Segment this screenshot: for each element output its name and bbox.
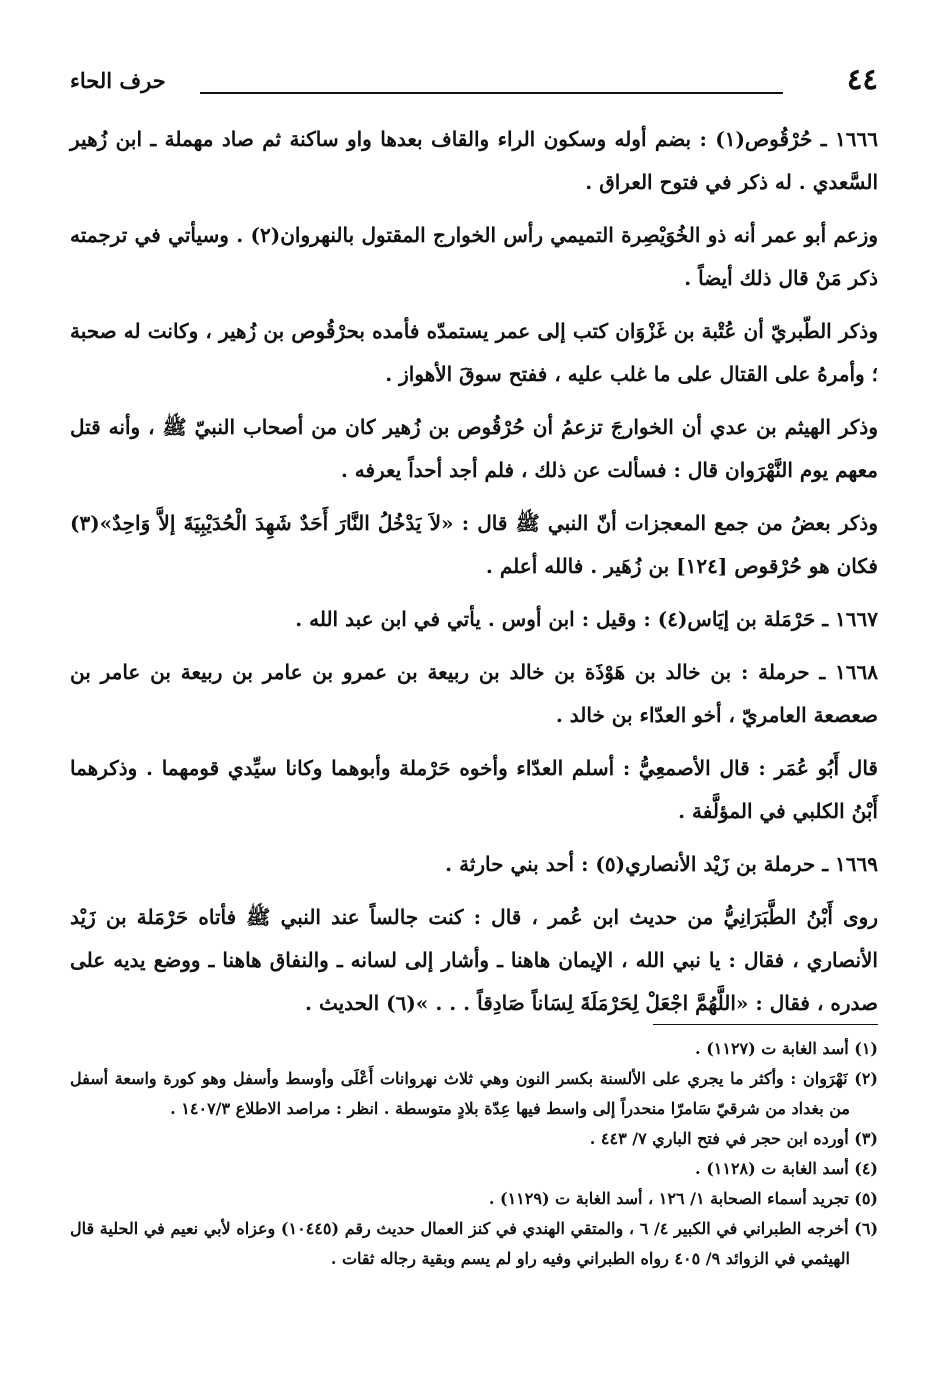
entry-paragraph: وذكر الهيثم بن عدي أن الخوارجَ تزعمُ أن حُرْقُوص بن زُهير كان من أصحاب النبيّ ﷺ ، وأنه قتل معهم يوم النَّهْرَوان قال : فسألت عن ذلك ، فلم أجد أحداً يعرفه . [70,415,878,482]
entry-paragraph: روى أَبْنُ الطَّبَرَانِيُّ من حديث ابن عُمر ، قال : كنت جالساً عند النبي ﷺ فأتاه حَرْمَلة بن زَيْد الأنصاري ، فقال : يا نبي الله ، الإيمان هاهنا ـ وأشار إلى لسانه ـ والنفاق هاهنا ـ ووضع يديه على صدره ، فقال : «اللَّهُمَّ اجْعَلْ لِحَرْمَلَةَ لِسَاناً صَادِقاً . . . »(٦) الحديث . [70,905,879,1015]
footnote: (٥) تجريد أسماء الصحابة ١/ ١٢٦ ، أسد الغابة ت (١١٢٩) . [488,1189,878,1208]
entry-paragraph: قال أَبُو عُمَر : قال الأصمعِيُّ : أسلم العدّاء وأخوه حَرْملة وأبوهما وكانا سيِّدي قومهما . وذكرهما أَبْنُ الكلبي في المؤلَّفة . [70,756,878,823]
chapter-title: حرف الحاء [70,68,166,93]
entry-paragraph: ١٦٦٩ ـ حرملة بن زَيْد الأنصاري(٥) : أحد بني حارثة . [445,852,878,876]
entry-paragraph: وذكر الطّبريّ أن عُتْبة بن غَزْوَان كتب إلى عمر يستمدّه فأمده بحرْقُوص بن زُهير ، وكانت له صحبة ؛ وأمرهُ على القتال على ما غلب عليه ، ففتح سوقَ الأهواز . [70,319,878,386]
footnote: (١) أسد الغابة ت (١١٢٧) . [695,1039,878,1058]
footnote: (٤) أسد الغابة ت (١١٢٨) . [695,1159,878,1178]
entry-paragraph: وزعم أبو عمر أنه ذو الخُوَيْصِرة التميمي رأس الخوارج المقتول بالنهروان(٢) . وسيأتي في ترجمته ذكر مَنْ قال ذلك أيضاً . [70,223,879,290]
footnote: (٢) نَهْرَوان : وأكثر ما يجري على الألسنة بكسر النون وهي ثلاث نهروانات أَعْلَى وأوسط وأسفل وهو كورة واسعة أسفل من بغداد من شرقيّ سَامرّا منحدراً إلى واسط فيها عِدّة بلادٍ متوسطة . انظر : مراصد الاطلاع ١٤٠٧/٣ . [70,1069,878,1118]
footnotes [70,1034,878,1274]
page-number: ٤٤ [846,62,878,96]
main-text [70,118,878,1025]
footnote: (٦) أخرجه الطبراني في الكبير ٤/ ٦ ، والمتقي الهندي في كنز العمال حديث رقم (١٠٤٤٥) وعزاه لأبي نعيم في الحلية قال الهيثمي في الزوائد ٩/ ٤٠٥ رواه الطبراني وفيه راو لم يسم وبقية رجاله ثقات . [70,1219,879,1268]
header-rule [200,92,783,94]
entry-paragraph: ١٦٦٧ ـ حَرْمَلة بن إيَاس(٤) : وقيل : ابن أوس . يأتي في ابن عبد الله . [295,607,878,631]
entry-paragraph: ١٦٦٨ ـ حرملة : بن خالد بن هَوْذَة بن خالد بن ربيعة بن عمرو بن عامر بن ربيعة بن عامر بن صعصعة العامريّ ، أخو العدّاء بن خالد . [70,660,879,727]
footnote-divider [653,1024,878,1025]
page-header [70,62,878,108]
entry-paragraph: وذكر بعضُ من جمع المعجزات أنّ النبي ﷺ قال : «لاَ يَدْخُلُ النَّارَ أَحَدٌ شَهِدَ الْحُدَيْبِيَةَ إلاَّ وَاحِدٌ»(٣) فكان هو حُرْقوص [١٢٤] بن زُهَير . فالله أعلم . [70,511,878,578]
entry-paragraph: ١٦٦٦ ـ حُرْقُوص(١) : بضم أوله وسكون الراء والقاف بعدها واو ساكنة ثم صاد مهملة ـ ابن زُهير السَّعدي . له ذكر في فتوح العراق . [70,127,878,194]
footnote: (٣) أورده ابن حجر في فتح الباري ٧/ ٤٤٣ . [589,1129,878,1148]
